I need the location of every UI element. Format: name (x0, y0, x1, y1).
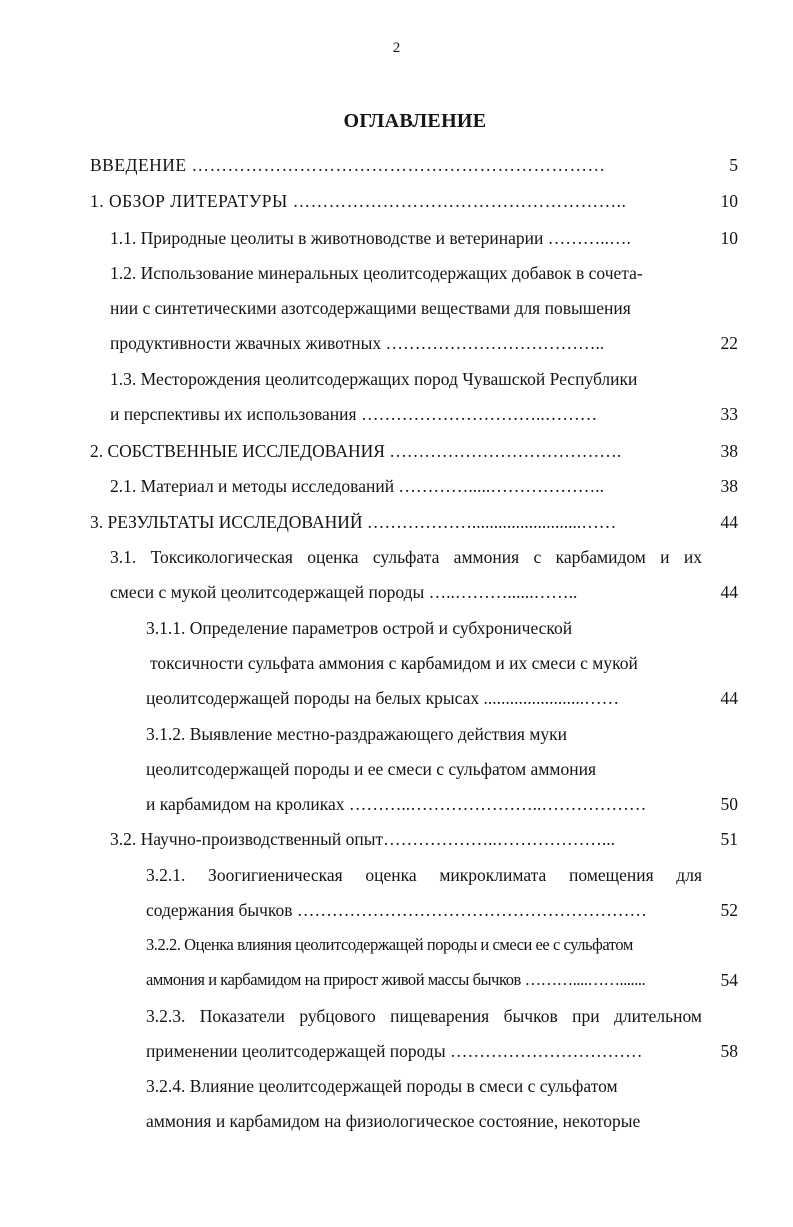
toc-entry-text: цеолитсодержащей породы на белых крысах .......................…… (146, 688, 620, 708)
toc-entry-page: 38 (720, 441, 738, 461)
toc-entry-page: 33 (720, 404, 738, 424)
toc-entry-text: 3.2.3. Показатели рубцового пищеварения бычков при длительном (146, 1006, 702, 1026)
toc-entry-page: 54 (720, 970, 738, 990)
toc-entry-text: токсичности сульфата аммония с карбамидом и их смеси с мукой (150, 653, 638, 673)
page-title: ОГЛАВЛЕНИЕ (343, 110, 487, 132)
toc-entry-page: 50 (720, 794, 738, 814)
toc-entry-text: нии с синтетическими азотсодержащими веществами для повышения (110, 298, 631, 318)
toc-entry-text: ВВЕДЕНИЕ …………………………………………………………… (90, 155, 606, 175)
toc-entry-page: 22 (720, 333, 738, 353)
page-number: 2 (392, 40, 401, 56)
toc-entry-page: 51 (720, 829, 738, 849)
toc-entry-page: 58 (720, 1041, 738, 1061)
toc-entry-text: 3.1. Токсикологическая оценка сульфата аммония с карбамидом и их (110, 547, 702, 567)
toc-entry-text: продуктивности жвачных животных ……………………………….. (110, 333, 605, 353)
toc-entry-text: и карбамидом на кроликах ………..…………………..……………… (146, 794, 647, 814)
toc-entry-text: 3.2.1. Зоогигиеническая оценка микроклимата помещения для (146, 865, 702, 885)
toc-entry-page: 38 (720, 476, 738, 496)
toc-entry-page: 44 (720, 688, 738, 708)
toc-entry-page: 52 (720, 900, 738, 920)
toc-entry-page: 5 (729, 155, 738, 175)
toc-entry-text: 2.1. Материал и методы исследований ………….....……………….. (110, 476, 605, 496)
toc-entry-text: цеолитсодержащей породы и ее смеси с сульфатом аммония (146, 759, 596, 779)
toc-entry-text: 1.2. Использование минеральных цеолитсодержащих добавок в сочета- (110, 263, 643, 283)
toc-entry-text: 3.2.2. Оценка влияния цеолитсодержащей породы и смеси ее с сульфатом (146, 935, 633, 954)
toc-entry-page: 44 (720, 512, 738, 532)
toc-entry-text: 3.2. Научно-производственный опыт………………..………………... (110, 829, 616, 849)
toc-entry-text: содержания бычков …………………………………………………… (146, 900, 647, 920)
toc-entry-text: и перспективы их использования …………………………..……… (110, 404, 598, 424)
toc-entry-text: применении цеолитсодержащей породы …………………………… (146, 1041, 643, 1061)
toc-entry-page: 44 (720, 582, 738, 602)
toc-entry-text: аммония и карбамидом на прирост живой массы бычков ………....……....... (146, 970, 646, 989)
toc-entry-text: 3.1.1. Определение параметров острой и субхронической (146, 618, 573, 638)
toc-entry-text: 3.1.2. Выявление местно-раздражающего действия муки (146, 724, 568, 744)
toc-entry-text: 3.2.4. Влияние цеолитсодержащей породы в смеси с сульфатом (146, 1076, 618, 1096)
toc-entry-text: 1.3. Месторождения цеолитсодержащих пород Чувашской Республики (110, 369, 638, 389)
toc-entry-text: 3. РЕЗУЛЬТАТЫ ИССЛЕДОВАНИЙ ……………….........................…… (90, 512, 617, 532)
toc-entry-page: 10 (720, 191, 738, 211)
toc-entry-text: 2. СОБСТВЕННЫЕ ИССЛЕДОВАНИЯ …………………………………. (90, 441, 622, 461)
toc-entry-text: смеси с мукой цеолитсодержащей породы …..………......…….. (110, 582, 578, 602)
toc-entry-page: 10 (720, 228, 738, 248)
toc-entry-text: 1. ОБЗОР ЛИТЕРАТУРЫ ……………………………………………….. (90, 191, 627, 211)
toc-entry-text: аммония и карбамидом на физиологическое состояние, некоторые (146, 1111, 641, 1131)
toc-entry-text: 1.1. Природные цеолиты в животноводстве и ветеринарии ………..…. (110, 228, 631, 248)
